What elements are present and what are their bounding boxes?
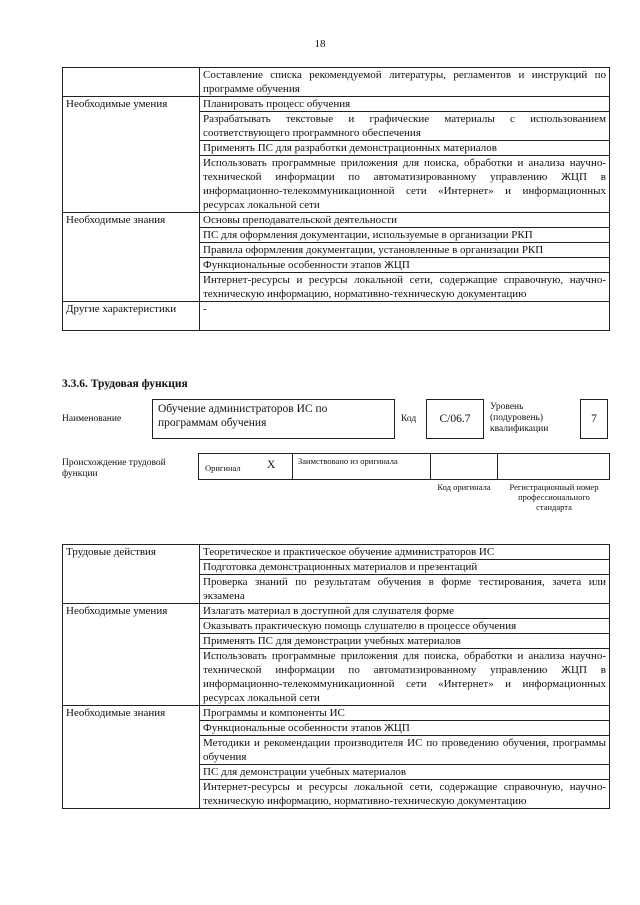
original-label: Оригинал [205, 463, 241, 473]
row-text: Оказывать практическую помощь слушателю в процессе обучения [200, 619, 610, 634]
row-text: ПС для демонстрации учебных материалов [200, 765, 610, 780]
code-box [426, 399, 484, 439]
page-number: 18 [314, 38, 326, 50]
row-text: Функциональные особенности этапов ЖЦП [200, 258, 610, 273]
table-row [63, 706, 610, 721]
section-title: 3.3.6. Трудовая функция [62, 378, 188, 390]
level-label: Уровень (подуровень) квалификации [490, 402, 549, 434]
row-text: Использовать программные приложения для поиска, обработки и анализа научно-технической информации по автоматизированному управлению ЖЦП в информационно-телекоммуникационной сети «Интернет» и информационных ресурсах локальной сети [200, 156, 610, 213]
row-text: - [200, 302, 610, 331]
reg-caption: Регистрационный номер профессионального стандарта [509, 482, 599, 512]
row-text: Теоретическое и практическое обучение администраторов ИС [200, 545, 610, 560]
table-row [63, 545, 610, 560]
row-category [63, 68, 200, 97]
borrowed-label: Заимствовано из оригинала [298, 456, 398, 466]
original-box [198, 453, 293, 480]
code-label: Код [401, 414, 417, 424]
row-text: Составление списка рекомендуемой литературы, регламентов и инструкций по программе обучения [200, 68, 610, 97]
level-value: 7 [591, 413, 597, 425]
code-value: С/06.7 [439, 413, 471, 425]
row-category: Необходимые умения [63, 604, 200, 706]
row-text: Планировать процесс обучения [200, 97, 610, 112]
original-code-box [430, 453, 498, 480]
row-category: Необходимые знания [63, 706, 200, 809]
row-text: Подготовка демонстрационных материалов и презентаций [200, 560, 610, 575]
row-text: Проверка знаний по результатам обучения в форме тестирования, зачета или экзамена [200, 575, 610, 604]
table-row [63, 604, 610, 619]
original-mark: X [267, 459, 276, 471]
row-text: Правила оформления документации, установленные в организации РКП [200, 243, 610, 258]
row-text: Программы и компоненты ИС [200, 706, 610, 721]
row-category: Другие характеристики [63, 302, 200, 331]
row-text: Интернет-ресурсы и ресурсы локальной сети, содержащие справочную, научно-техническую информацию, нормативно-техническую документацию [200, 780, 610, 809]
row-category: Необходимые умения [63, 97, 200, 213]
code-caption: Код оригинала [437, 482, 491, 492]
registration-number-box [497, 453, 610, 480]
row-text: Интернет-ресурсы и ресурсы локальной сети, содержащие справочную, научно-техническую информацию, нормативно-техническую документацию [200, 273, 610, 302]
row-text: Разрабатывать текстовые и графические материалы с использованием соответствующего программного обеспечения [200, 112, 610, 141]
row-text: Применять ПС для разработки демонстрационных материалов [200, 141, 610, 156]
table-functions-continued [62, 67, 610, 331]
row-text: Функциональные особенности этапов ЖЦП [200, 721, 610, 736]
function-name-value: Обучение администраторов ИС по программам обучения [158, 403, 328, 429]
level-box [580, 399, 608, 439]
borrowed-box [292, 453, 431, 480]
row-text: Излагать материал в доступной для слушателя форме [200, 604, 610, 619]
row-text: Методики и рекомендации производителя ИС по проведению обучения, программы обучения [200, 736, 610, 765]
table-row [63, 302, 610, 331]
row-text: Использовать программные приложения для поиска, обработки и анализа научно-технической информации по автоматизированному управлению ЖЦП в информационно-телекоммуникационной сети «Интернет» и информационных ресурсах локальной сети [200, 649, 610, 706]
table-row [63, 97, 610, 112]
row-text: Применять ПС для демонстрации учебных материалов [200, 634, 610, 649]
table-row [63, 68, 610, 97]
row-text: Основы преподавательской деятельности [200, 213, 610, 228]
function-name-box [152, 399, 395, 439]
name-label: Наименование [62, 414, 122, 424]
table-function-details [62, 544, 610, 809]
table-row [63, 213, 610, 228]
row-category: Трудовые действия [63, 545, 200, 604]
row-text: ПС для оформления документации, используемые в организации РКП [200, 228, 610, 243]
origin-label: Происхождение трудовой функции [62, 458, 166, 479]
row-category: Необходимые знания [63, 213, 200, 302]
